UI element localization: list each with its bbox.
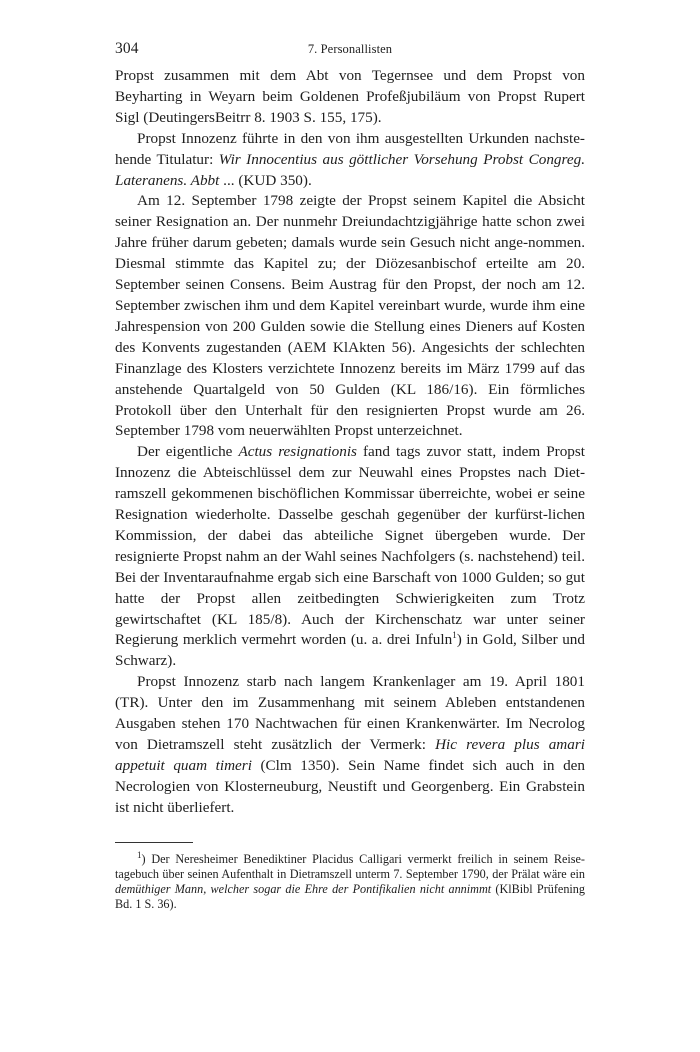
paragraph xyxy=(115,191,585,442)
paragraph xyxy=(115,442,585,672)
page-number: 304 xyxy=(115,40,139,57)
page xyxy=(115,40,585,912)
running-head xyxy=(115,40,585,66)
text-run: Propst Innozenz starb nach langem Krankenlager am 19. April 1801 (TR). Unter den im Zusammenhang mit seinem Ableben entstandenen Ausgaben stehen 170 Nachtwachen für einen Krankenwärter. Im Necrolog von Dietramszell steht zusätzlich der Vermerk: xyxy=(115,673,585,753)
footnote-marker: 1 xyxy=(452,630,457,641)
italic-text: Hic revera plus amari appetuit quam timeri xyxy=(115,736,585,774)
italic-text: Actus resignationis xyxy=(238,443,357,461)
text-run: Propst zusammen mit dem Abt von Tegernsee und dem Propst von Beyharting in Weyarn beim Goldenen Profeßjubiläum von Propst Rupert Sigl (DeutingersBeitrr 8. 1903 S. 155, 175). xyxy=(115,67,585,126)
paragraph xyxy=(115,66,585,129)
text-run: ) in Gold, Silber und Schwarz). xyxy=(115,631,585,670)
text-run: fand tags zuvor statt, indem Propst Innozenz die Abteischlüssel dem zur Neuwahl eines Propstes nach Diet-ramszell gekommenen bischöflichen Kommissar überreichte, wobei er seine Resignation wiederholte. Dasselbe geschah gegenüber der kurfürst-lichen Kommission, der dabei das abteiliche Signet übergeben wurde. Der resignierte Propst nahm an der Wahl seines Nachfolgers (s. nachstehend) teil. Bei der Inventaraufnahme ergab sich eine Barschaft von 1000 Gulden; so gut hatte der Propst allen zeitbedingten Schwierigkeiten zum Trotz gewirtschaftet (KL 185/8). Auch der Kirchenschatz war unter seiner Regierung merklich vermehrt worden (u. a. drei Infuln xyxy=(115,443,586,649)
text-run: Propst Innozenz führte in den von ihm ausgestellten Urkunden nachste-hende Titulatur: xyxy=(115,129,585,168)
footnote xyxy=(115,849,585,913)
text-run: (Clm 1350). Sein Name findet sich auch in den Necrologien von Klosterneuburg, Neustift und Georgenberg. Ein Grabstein ist nicht überliefert. xyxy=(115,756,586,816)
body-text xyxy=(115,66,585,819)
footnote-marker: 1 xyxy=(137,849,142,860)
text-run: (KlBibl Prüfening Bd. 1 S. 36). xyxy=(115,882,585,912)
paragraph xyxy=(115,672,585,818)
text-run: ) Der Neresheimer Benediktiner Placidus Calligari vermerkt freilich in seinem Reise-tagebuch über seinen Aufenthalt in Dietramszell unterm 7. September 1790, der Prälat wäre ein xyxy=(115,851,585,881)
italic-text: demüthiger Mann, welcher sogar die Ehre der Pontifikalien nicht annimmt xyxy=(115,882,492,897)
paragraph xyxy=(115,129,585,192)
chapter-title: 7. Personallisten xyxy=(307,42,393,56)
footnote-divider xyxy=(115,842,193,843)
text-run: ... (KUD 350). xyxy=(219,171,312,189)
italic-text: Wir Innocentius aus göttlicher Vorsehung Probst Congreg. Lateranens. Abbt xyxy=(115,150,585,189)
text-run: Am 12. September 1798 zeigte der Propst seinem Kapitel die Absicht seiner Resignation an. Der nunmehr Dreiundachtzigjährige hatte schon zwei Jahre früher darum gebeten; damals wurde sein Gesuch nicht ange-nommen. Diesmal stimmte das Kapitel zu; der Diözesanbischof erteilte am 20. September seinen Consens. Beim Austrag für den Propst, der noch am 12. September zwischen ihm und dem Kapitel vereinbart wurde, wurde ihm eine Jahrespension von 200 Gulden sowie die Stellung eines Dieners auf Kosten des Konvents zugestanden (AEM KlAkten 56). Angesichts der schlechten Finanzlage des Klosters verzichtete Innozenz bereits im März 1799 auf das anstehende Quartalgeld von 50 Gulden (KL 186/16). Ein förmliches Protokoll über den Unterhalt für den resignierten Propst wurde am 26. September 1798 vom neuerwählten Propst unterzeichnet. xyxy=(115,192,585,440)
text-run: Der eigentliche xyxy=(137,443,239,461)
